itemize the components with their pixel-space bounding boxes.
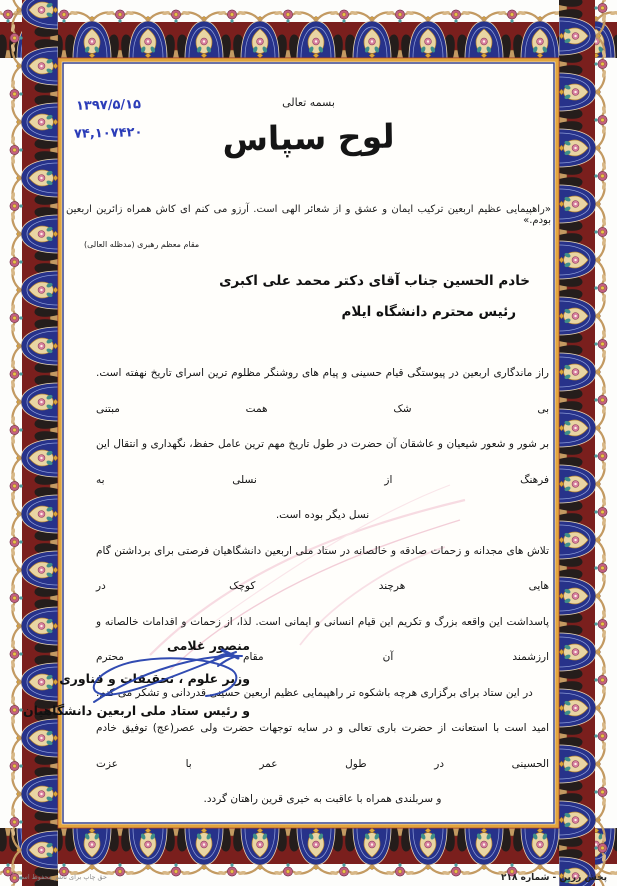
body-line: و سربلندی همراه با عاقبت به خیری قرین راهتان گردد. [203, 793, 442, 805]
besmeleh-text: بسمه تعالی [282, 96, 335, 109]
body-line: در این ستاد برای برگزاری هرچه باشکوه تر راهپیمایی عظیم اربعین حسینی قدردانی و تشکر می کنم. [96, 686, 533, 699]
addressee-name: خادم الحسین جناب آقای دکتر محمد علی اکبری [219, 273, 530, 289]
body-line: تلاش های مجدانه و زحمات صادقه و خالصانه در ستاد ملی اربعین دانشگاهیان فرصتی برای برداشتن گام هایی هرچند کوچک در [96, 544, 549, 592]
signature-name: منصور غلامی [167, 638, 250, 653]
footer-copyright: حق چاپ برای ناشر محفوظ است [16, 873, 107, 881]
handwritten-ref-number: ۷۴,۱۰۷۴۲۰ [73, 125, 143, 142]
body-line: بر شور و شعور شیعیان و عاشقان آن حضرت در طول تاریخ مهم ترین عامل حفظ، نگهداری و انتقال این فرهنگ از نسلی به [96, 438, 549, 486]
leader-quote: «راهپیمایی عظیم اربعین ترکیب ایمان و عشق و از شعائر الهی است. آرزو می کنم ای کاش همراه زائرین اربعین بودم.» [66, 204, 551, 226]
handwritten-date-stamp: ۱۳۹۷/۵/۱۵ [75, 97, 142, 114]
body-line: پاسداشت این واقعه بزرگ و تکریم این قیام انسانی و ایمانی است. لذا، از زحمات و اقدامات خالصانه و ارزشمند آن مقام محترم [96, 615, 549, 663]
quote-attribution: مقام معظم رهبری (مدظله العالی) [84, 240, 200, 249]
footer-publisher: پخش زرین - شماره ۲۱۸ [501, 873, 607, 883]
addressee-role: رئیس محترم دانشگاه ایلام [341, 304, 516, 320]
body-line: راز ماندگاری اربعین در پیوستگی قیام حسینی و پیام های روشنگر مظلوم ترین اسرای تاریخ نهفته است. بی شک همت مبتنی [96, 367, 549, 415]
signature-role-1: وزیر علوم ، تحقیقات و فناوری [59, 670, 250, 686]
certificate-title: لوح سپاس [222, 116, 395, 159]
signature-scrawl [82, 636, 257, 714]
signature-role-2: و رئیس ستاد ملی اربعین دانشگاهیان [23, 703, 250, 718]
body-line: امید است با استعانت از حضرت باری تعالی و در سایه توجهات حضرت ولی عصر(عج) توفیق خادم الحسینی در طول عمر با عزت [96, 722, 549, 770]
addressee-block [219, 266, 530, 328]
body-line: نسل دیگر بوده است. [275, 509, 370, 521]
body-text [96, 356, 549, 818]
